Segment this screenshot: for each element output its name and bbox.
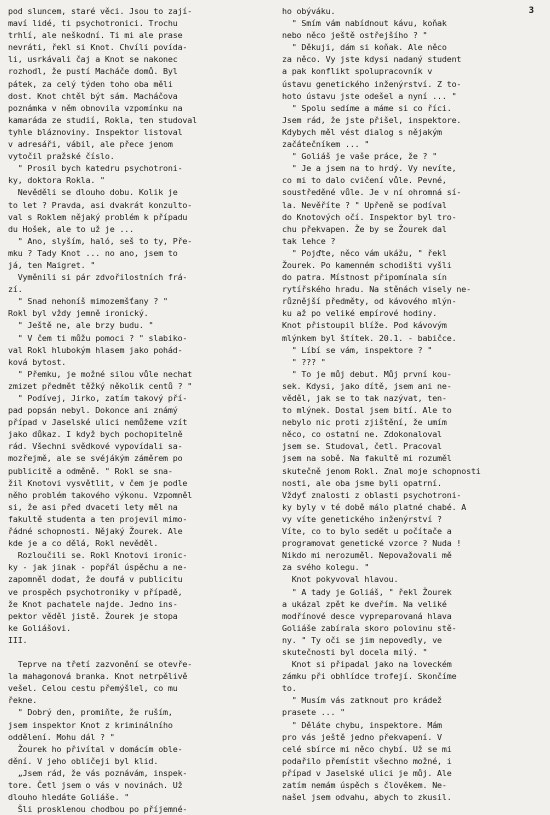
left-text-column: pod sluncem, staré věci. Jsou to zají- maví lidé, ti psychotronici. Trochu trhlí, ale neškodní. Ti mi ale prase nevráti, řekl si Knot. Chvíli povída- li, usrkávali čaj a Knot se nakonec rozhodl, že pustí Macháče domů. Byl pátek, za celý týden toho oba měli dost. Knot chtěl být sám. Macháčova poznámka v něm obnovila vzpomínku na kamaráda ze studií, Rokla, ten studoval tyhle bláznoviny. Inspektor listoval v adresáři, vábil, ale přece jenom vytočil pražské číslo. " Prosil bych katedru psychotroni- ky, doktora Rokla. " Nevěděli se dlouho dobu. Kolik je to let ? Pravda, asi dvakrát konzulto- val s Roklem nějaký problém k případu du Hošek, ale to už je ... " Ano, slyším, haló, seš to ty, Pře- mku ? Tady Knot ... no ano, jsem to já, ten Maigret. " Vyměnili si pár zdvořilostních frá- zí. " Snad nehoníš mimozemšťany ? " Rokl byl vždy jemně ironický. " Ještě ne, ale brzy budu. " " V čem ti můžu pomoci ? " slabiko- val Rokl hlubokým hlasem jako pohád- ková bytost. " Přemku, je možné silou vůle nechat zmizet předmět těžký několik centů ? " " Podívej, Jirko, zatím takový pří- pad popsán nebyl. Dokonce ani známý případ v Jaselské ulici nemůžeme vzít jako důkaz. I když bych pochopitelně rád. Všechni svědkové vypovídali sa- mozřejmě, ale se svéjákým záměrem po publicitě a odměně. " Rokl se sna- žil Knotovi vysvětlit, v čem je podle něho problém takového výkonu. Vzpomněl si, že asi před dvaceti lety měl na fakultě studenta a ten projevil mimo- řádné schopnosti. Nějaký Žourek. Ale kde je a co dělá, Rokl nevěděl. Rozloučili se. Rokl Knotovi ironic- ky - jak jinak - popřál úspěchu a ne- zapomněl dodat, že doufá v publicitu ve prospěch psychotroniky v případě, že Knot pachatele najde. Jedno ins- pektor věděl jistě. Žourek je stopa ke Goliášovi. III. Teprve na třetí zazvonění se otevře- la mahagonová branka. Knot netrpělivě vešel. Celou cestu přemýšlel, co mu řekne. " Dobrý den, promiňte, že ruším, jsem inspektor Knot z kriminálního oddělení. Mohu dál ? " Žourek ho přivítal v domácím oble- dění. V jeho obličeji byl klid. „Jsem rád, že vás poznávám, inspek- tore. Četl jsem o vás v novinách. Už dlouho hledáte Goliáše. " Šli prosklenou chodbou po příjemné- xyxy=(8,6,197,815)
right-text-column: ho obýváku. " Smím vám nabídnout kávu, koňak nebo něco ještě ostřejšího ? " " Děkuji, dám si koňak. Ale něco za něco. Vy jste kdysi nadaný student a pak konflikt spolupracovník v ústavu genetického inženýrství. Z to- hoto ústavu jste odešel a nyní ... " " Spolu sedíme a máme si co říci. Jsem rád, že jste přišel, inspektore. Kdybych měl vést dialog s nějakým začátečníkem ... " " Goliáš je vaše práce, že ? " " Je a jsem na to hrdý. Vy nevíte, co mi to dalo cvičení vůle. Pevné, soustředěné vůle. Je v ní ohromná sí- la. Nevěříte ? " Upřeně se podíval do Knotových očí. Inspektor byl tro- chu překvapen. Že by se Žourek dal tak lehce ? " Pojďte, něco vám ukážu, " řekl Žourek. Po kamenném schodišti vyšli do patra. Místnost připomínala sín rytířského hradu. Na stěnách visely ne- různější předměty, od kávového mlýn- ku až po veliké empírové hodiny. Knot přistoupil blíže. Pod kávovým mlýnkem byl štítek. 20.1. - babičce. " Líbí se vám, inspektore ? " " ??? " " To je můj debut. Můj první kou- sek. Kdysi, jako dítě, jsem ani ne- věděl, jak se to tak nazývat, ten- to mlýnek. Dostal jsem bití. Ale to nebylo nic proti zjištění, že umím něco, co ostatní ne. Zdokonaloval jsem se. Studoval, četl. Pracoval jsem na sobě. Na fakultě mi rozuměl skutečně jenom Rokl. Znal moje schopnosti nosti, ale oba jsme byli opatrní. Vždyť znalosti z oblasti psychotroni- ky byly v té době málo platné chabé. A vy víte genetického inženýrství ? Víte, co to bylo sedět u počítače a programovat genetické vzorce ? Nuda ! Nikdo mi nerozuměl. Nepovažovali mě za svého kolegu. " Knot pokyvoval hlavou. " A tady je Goliáš, " řekl Žourek a ukázal zpět ke dveřím. Na veliké modřínové desce vypreparovaná hlava Goliáše zabírala skoro polovinu stě- ny. " Ty oči se jim nepovedly, ve skutečnosti byl docela milý. " Knot si připadal jako na loveckém zámku při obhlídce trofejí. Skončíme to. " Musím vás zatknout pro krádež prasete ... " " Děláte chybu, inspektore. Mám pro vás ještě jedno překvapení. V celé sbírce mi něco chybí. Už se mi podařilo přemístit všechno možné, i případ v Jaselské ulici je můj. Ale zatím nemám úspěch s člověkem. Ne- našel jsem odvahu, abych to zkusil. xyxy=(282,6,481,803)
page-number: 3 xyxy=(528,6,534,16)
